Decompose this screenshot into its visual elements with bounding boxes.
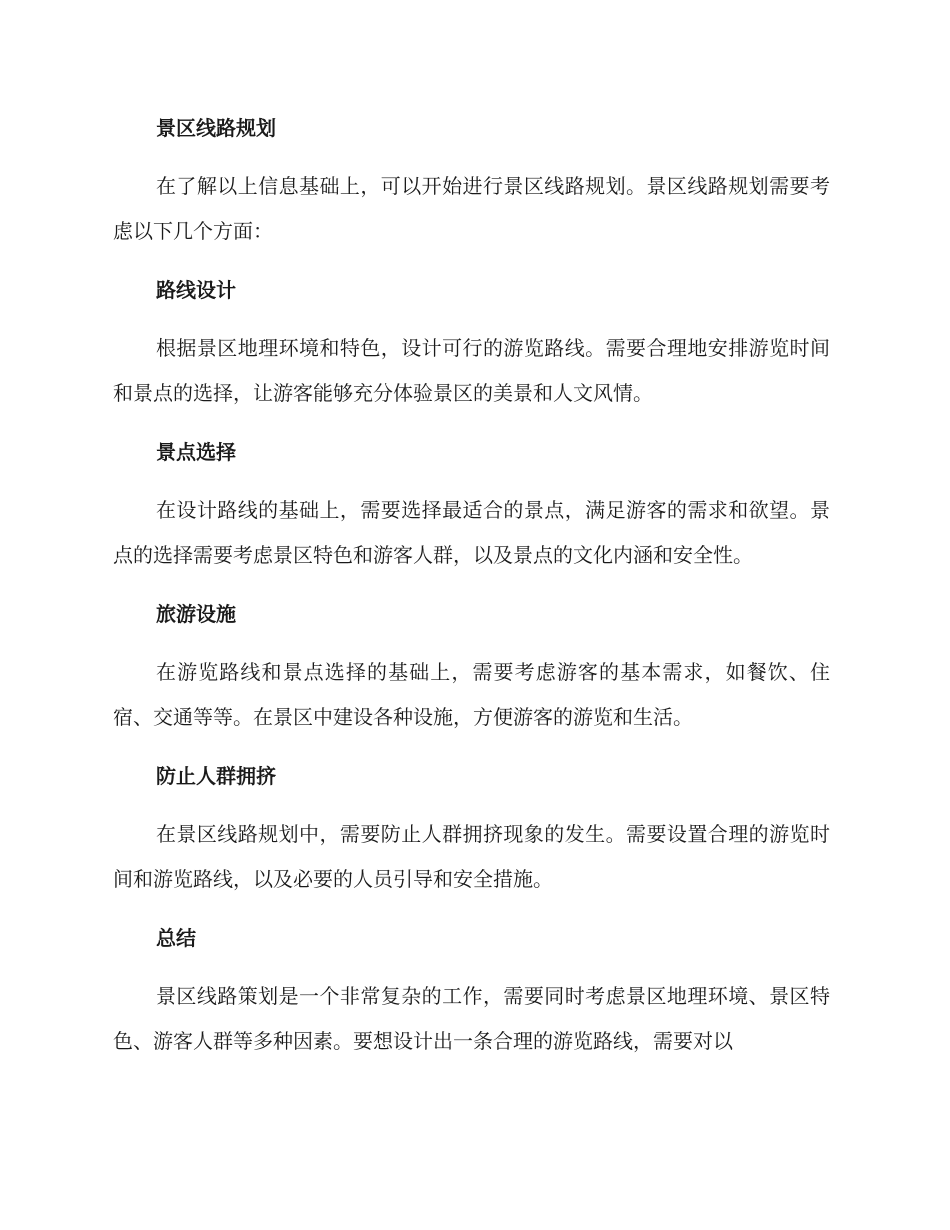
section-paragraph: 在景区线路规划中，需要防止人群拥挤现象的发生。需要设置合理的游览时间和游览路线，以及必要的人员引导和安全措施。 — [113, 822, 830, 891]
document-body — [113, 108, 830, 1080]
section-route-planning — [113, 108, 830, 253]
section-paragraph: 景区线路策划是一个非常复杂的工作，需要同时考虑景区地理环境、景区特色、游客人群等多种因素。要想设计出一条合理的游览路线，需要对以 — [113, 984, 830, 1053]
section-heading: 景点选择 — [156, 440, 236, 464]
section-paragraph: 在了解以上信息基础上，可以开始进行景区线路规划。景区线路规划需要考虑以下几个方面： — [113, 174, 830, 243]
section-heading: 景区线路规划 — [156, 116, 276, 140]
section-paragraph: 在设计路线的基础上，需要选择最适合的景点，满足游客的需求和欲望。景点的选择需要考虑景区特色和游客人群，以及景点的文化内涵和安全性。 — [113, 498, 830, 567]
section-heading: 路线设计 — [156, 278, 236, 302]
section-route-design — [113, 270, 830, 415]
section-heading: 旅游设施 — [156, 602, 236, 626]
section-paragraph: 根据景区地理环境和特色，设计可行的游览路线。需要合理地安排游览时间和景点的选择，让游客能够充分体验景区的美景和人文风情。 — [113, 336, 830, 405]
section-heading: 总结 — [156, 926, 196, 950]
section-attraction-selection — [113, 432, 830, 577]
section-heading: 防止人群拥挤 — [156, 764, 276, 788]
section-summary — [113, 918, 830, 1063]
section-paragraph: 在游览路线和景点选择的基础上，需要考虑游客的基本需求，如餐饮、住宿、交通等等。在景区中建设各种设施，方便游客的游览和生活。 — [113, 660, 830, 729]
section-crowd-prevention — [113, 756, 830, 901]
section-tourism-facilities — [113, 594, 830, 739]
